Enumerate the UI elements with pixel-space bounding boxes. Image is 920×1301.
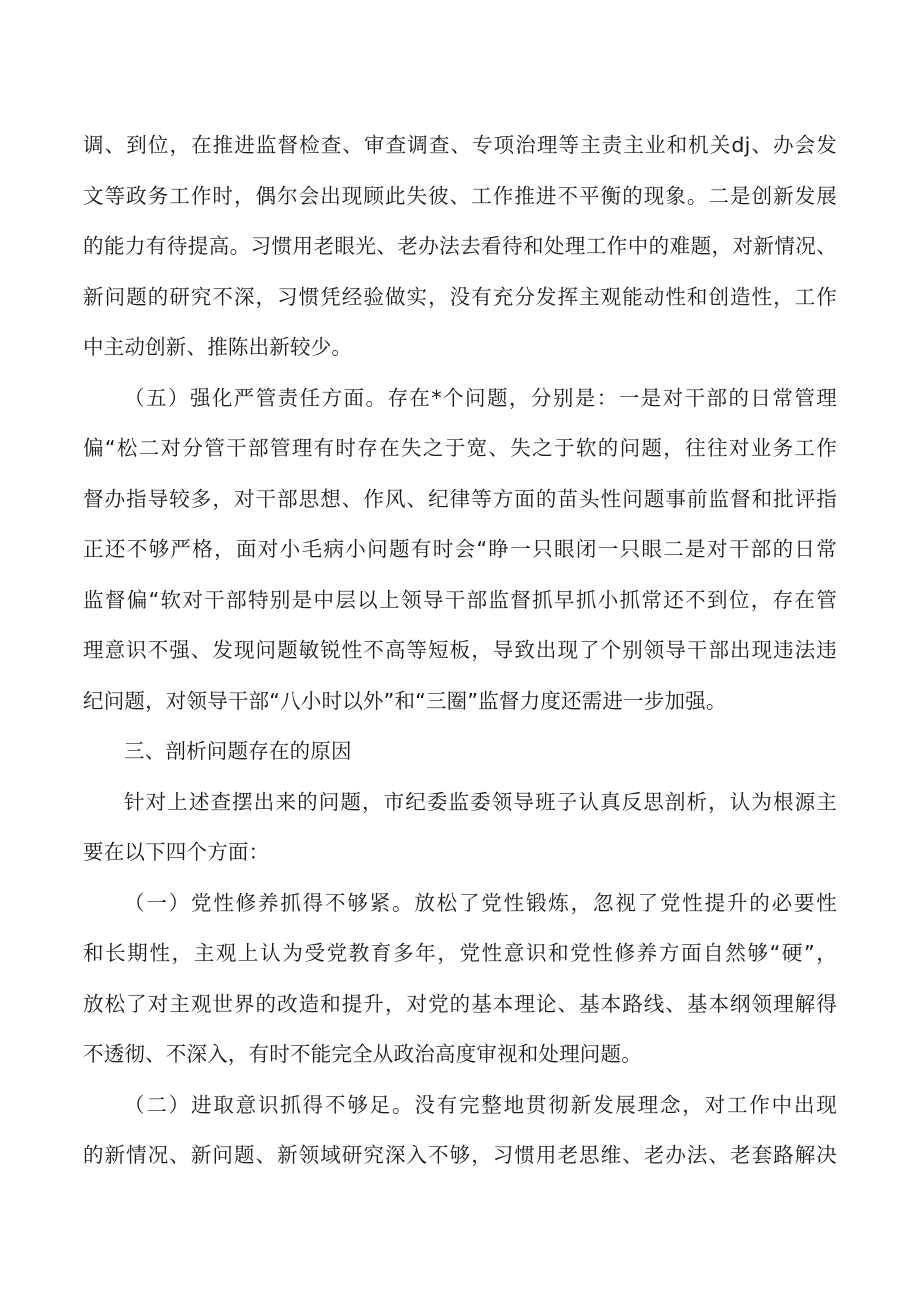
text-line: 新问题的研究不深，习惯凭经验做实，没有充分发挥主观能动性和创造性，工作 (83, 284, 837, 309)
cause-two-heading-line: （二）进取意识抓得不够足。没有完整地贯彻新发展理念，对工作中出现 (124, 1092, 837, 1117)
text-line: 正还不够严格，面对小毛病小问题有时会“睁一只眼闭一只眼二是对干部的日常 (83, 537, 837, 561)
text-line: 督办指导较多，对干部思想、作风、纪律等方面的苗头性问题事前监督和批评指 (83, 486, 837, 511)
text-line: 偏“松二对分管干部管理有时存在失之于宽、失之于软的问题，往往对业务工作 (83, 436, 837, 460)
text-line: 和长期性，主观上认为受党教育多年，党性意识和党性修养方面自然够“硬”， (83, 941, 837, 965)
section-five-heading-line: （五）强化严管责任方面。存在*个问题，分别是：一是对干部的日常管理 (124, 385, 837, 410)
text-line: 监督偏“软对干部特别是中层以上领导干部监督抓早抓小抓常还不到位，存在管 (83, 587, 837, 612)
text-line: 的新情况、新问题、新领域研究深入不够，习惯用老思维、老办法、老套路解决 (83, 1143, 837, 1167)
text-line: 纪问题，对领导干部“八小时以外”和“三圈”监督力度还需进一步加强。 (83, 688, 727, 713)
text-line: 放松了对主观世界的改造和提升，对党的基本理论、基本路线、基本纲领理解得 (83, 991, 837, 1016)
text-line: 针对上述查摆出来的问题，市纪委监委领导班子认真反思剖析，认为根源主 (124, 789, 837, 814)
section-three-heading: 三、剖析问题存在的原因 (124, 739, 352, 763)
text-line: 要在以下四个方面： (83, 840, 270, 864)
text-line: 调、到位，在推进监督检查、审查调查、专项治理等主责主业和机关dj、办会发 (83, 133, 837, 157)
text-line: 不透彻、不深入，有时不能完全从政治高度审视和处理问题。 (83, 1042, 642, 1066)
text-line: 中主动创新、推陈出新较少。 (83, 335, 353, 359)
text-line: 文等政务工作时，偶尔会出现顾此失彼、工作推进不平衡的现象。二是创新发展 (83, 183, 837, 208)
text-line: 的能力有待提高。习惯用老眼光、老办法去看待和处理工作中的难题，对新情况、 (83, 234, 837, 258)
cause-one-heading-line: （一）党性修养抓得不够紧。放松了党性锻炼，忽视了党性提升的必要性 (124, 890, 837, 915)
text-line: 理意识不强、发现问题敏锐性不高等短板，导致出现了个别领导干部出现违法违 (83, 638, 837, 662)
